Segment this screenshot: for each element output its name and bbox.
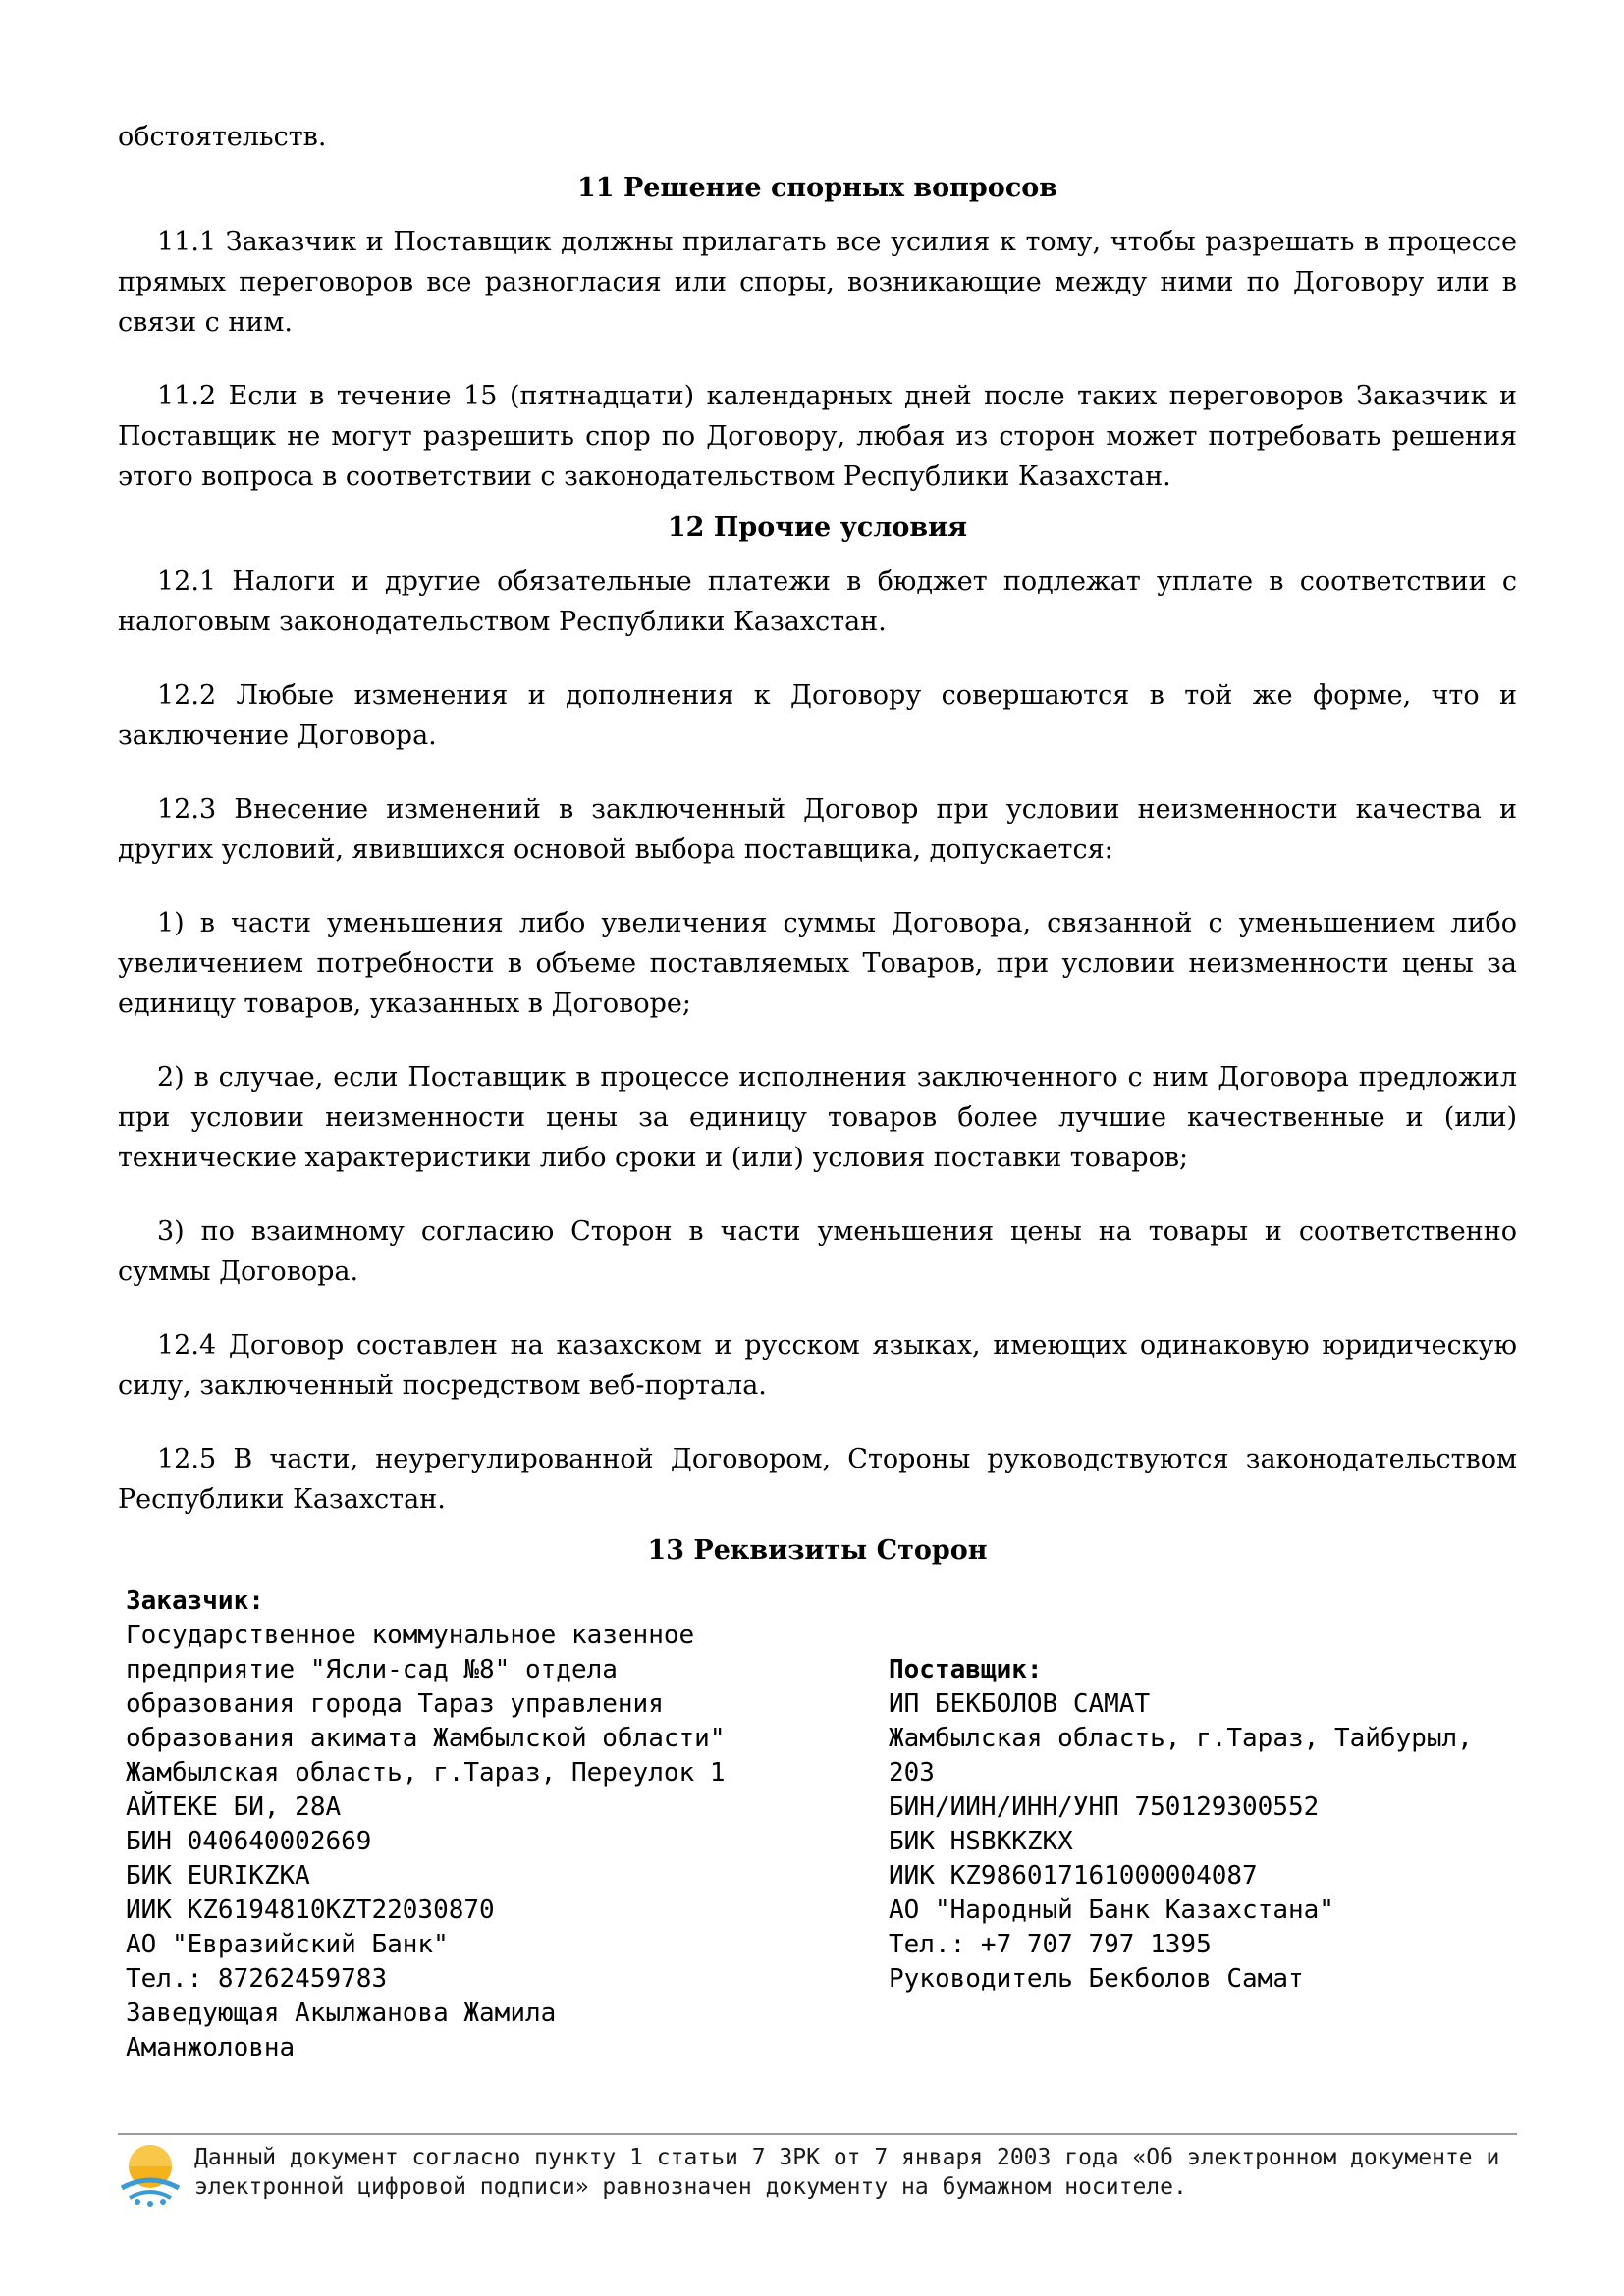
footer-line-2: электронной цифровой подписи» равнозначен документу на бумажном носителе. <box>194 2174 1187 2200</box>
paragraph-12-1: 12.1 Налоги и другие обязательные платежи в бюджет подлежат уплате в соответствии с налоговым законодательством Республики Казахстан. <box>118 566 1517 637</box>
document-page <box>118 118 1517 2065</box>
continuation-text: обстоятельств. <box>118 122 327 152</box>
customer-line: БИН 040640002669 <box>126 1827 372 1856</box>
supplier-line: БИН/ИИН/ИНН/УНП 750129300552 <box>889 1792 1320 1822</box>
requisites-block <box>118 1584 1517 2065</box>
paragraph-12-2: 12.2 Любые изменения и дополнения к Договору совершаются в той же форме, что и заключение Договора. <box>118 680 1517 751</box>
section-title-requisites: 13 Реквизиты Сторон <box>647 1535 988 1566</box>
supplier-line: ИИК KZ986017161000004087 <box>889 1861 1258 1891</box>
supplier-line: Жамбылская область, г.Тараз, Тайбурыл, <box>889 1724 1473 1753</box>
customer-line: Государственное коммунальное казенное <box>126 1621 695 1650</box>
customer-line: образования города Тараз управления <box>126 1689 664 1719</box>
footer-line-1: Данный документ согласно пункту 1 статьи 7 ЗРК от 7 января 2003 года «Об электронном документе и <box>194 2145 1500 2170</box>
customer-line: АЙТЕКЕ БИ, 28А <box>126 1792 342 1822</box>
customer-line: предприятие "Ясли-сад №8" отдела <box>126 1655 618 1684</box>
customer-line: образования акимата Жамбылской области" <box>126 1724 726 1753</box>
paragraph-12-3: 12.3 Внесение изменений в заключенный Договор при условии неизменности качества и других условий, явившихся основой выбора поставщика, допускается: <box>118 794 1517 865</box>
customer-line: Жамбылская область, г.Тараз, Переулок 1 <box>126 1758 726 1788</box>
egov-logo-icon <box>118 2143 183 2208</box>
customer-line: Заведующая Акылжанова Жамила <box>126 1999 557 2028</box>
legal-footer <box>118 2133 1517 2208</box>
customer-line: АО "Евразийский Банк" <box>126 1930 449 1959</box>
customer-line: Аманжоловна <box>126 2033 296 2062</box>
supplier-requisites <box>889 1584 1517 2065</box>
customer-requisites <box>126 1584 813 2065</box>
customer-line: Тел.: 87262459783 <box>126 1964 388 1994</box>
footer-notice <box>194 2143 1499 2202</box>
paragraph-12-3-item-3: 3) по взаимному согласию Сторон в части уменьшения цены на товары и соответственно суммы Договора. <box>118 1216 1517 1287</box>
paragraph-11-1: 11.1 Заказчик и Поставщик должны прилагать все усилия к тому, чтобы разрешать в процессе прямых переговоров все разногласия или споры, возникающие между ними по Договору или в связи с ним. <box>118 227 1517 338</box>
section-title-disputes: 11 Решение спорных вопросов <box>576 173 1058 203</box>
paragraph-11-2: 11.2 Если в течение 15 (пятнадцати) календарных дней после таких переговоров Заказчик и Поставщик не могут разрешить спор по Договору, любая из сторон может потребовать решения этого вопроса в соответствии с законодательством Республики Казахстан. <box>118 381 1517 492</box>
supplier-line: ИП БЕКБОЛОВ САМАТ <box>889 1689 1151 1719</box>
supplier-line: 203 <box>889 1758 935 1788</box>
paragraph-12-3-item-2: 2) в случае, если Поставщик в процессе исполнения заключенного с ним Договора предложил при условии неизменности цены за единицу товаров более лучшие качественные и (или) технические характеристики либо сроки и (или) условия поставки товаров; <box>118 1062 1517 1173</box>
supplier-line: БИК HSBKKZKX <box>889 1827 1073 1856</box>
paragraph-12-3-item-1: 1) в части уменьшения либо увеличения суммы Договора, связанной с уменьшением либо увеличением потребности в объеме поставляемых Товаров, при условии неизменности цены за единицу товаров, указанных в Договоре; <box>118 908 1517 1019</box>
supplier-line: Руководитель Бекболов Самат <box>889 1964 1304 1994</box>
customer-line: ИИК KZ6194810KZT22030870 <box>126 1896 495 1925</box>
paragraph-12-5: 12.5 В части, неурегулированной Договором, Стороны руководствуются законодательством Республики Казахстан. <box>118 1444 1517 1515</box>
customer-line: БИК EURIKZKA <box>126 1861 310 1891</box>
section-title-other-terms: 12 Прочие условия <box>667 512 968 543</box>
paragraph-12-4: 12.4 Договор составлен на казахском и русском языках, имеющих одинаковую юридическую силу, заключенный посредством веб-портала. <box>118 1330 1517 1401</box>
customer-label: Заказчик: <box>126 1586 264 1616</box>
supplier-label: Поставщик: <box>889 1655 1043 1684</box>
supplier-line: Тел.: +7 707 797 1395 <box>889 1930 1212 1959</box>
supplier-line: АО "Народный Банк Казахстана" <box>889 1896 1334 1925</box>
